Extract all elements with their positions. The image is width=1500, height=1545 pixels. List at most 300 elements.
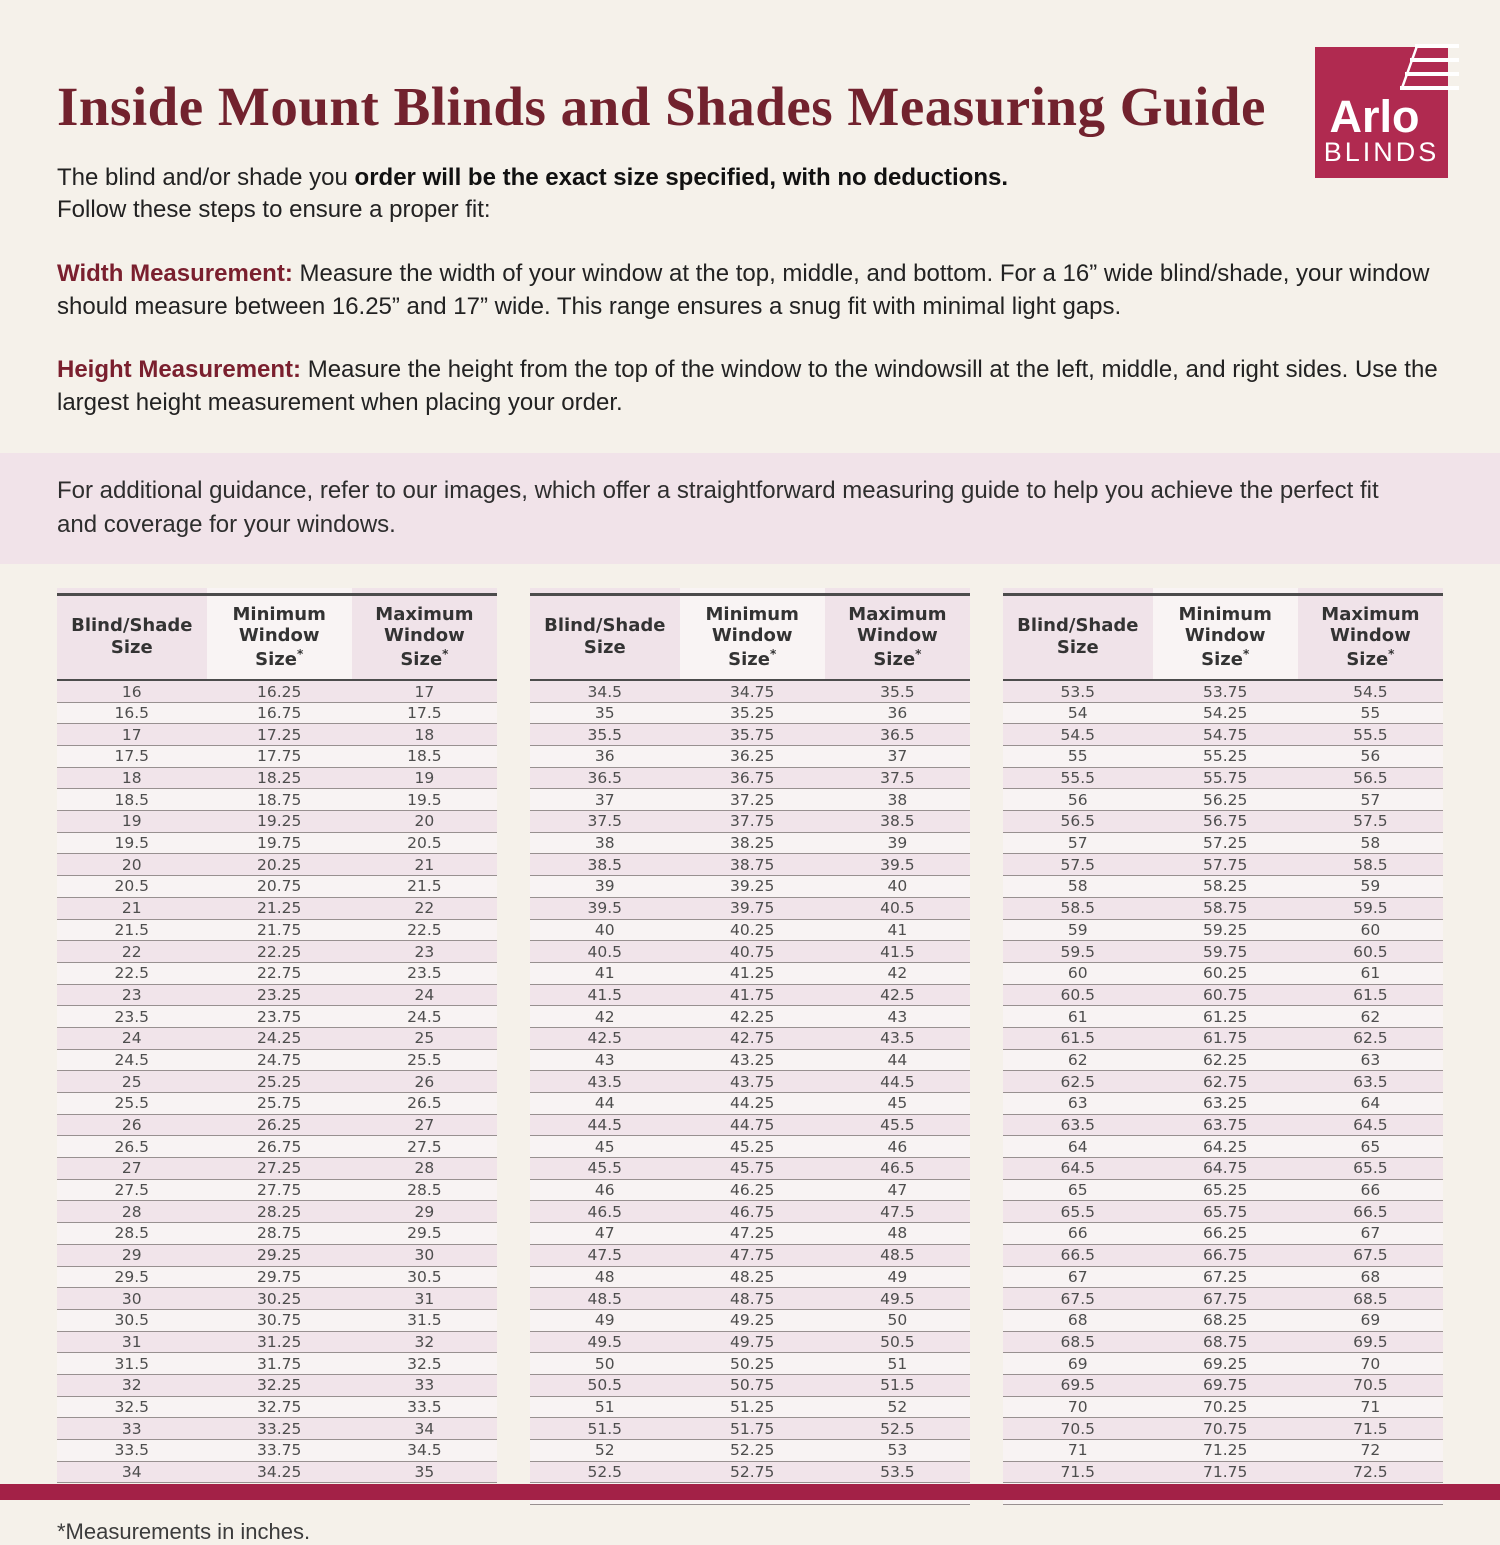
size-cell: 23.5 <box>352 962 497 984</box>
size-cell: 70.5 <box>1298 1374 1443 1396</box>
table-row <box>530 1049 970 1071</box>
size-cell: 60.25 <box>1153 962 1298 984</box>
size-cell: 26.75 <box>207 1136 352 1158</box>
size-cell: 55.25 <box>1153 746 1298 768</box>
size-cell: 59.25 <box>1153 919 1298 941</box>
size-cell: 51 <box>530 1396 680 1418</box>
size-cell: 41.5 <box>825 941 970 963</box>
size-cell: 53.75 <box>1153 680 1298 702</box>
size-table-3 <box>1003 588 1443 1505</box>
size-cell: 64.75 <box>1153 1158 1298 1180</box>
size-cell: 33.25 <box>207 1418 352 1440</box>
size-cell: 34 <box>352 1418 497 1440</box>
size-cell: 63.75 <box>1153 1114 1298 1136</box>
page-title: Inside Mount Blinds and Shades Measuring Guide <box>57 76 1266 137</box>
table-row <box>57 724 497 746</box>
size-cell: 57.75 <box>1153 854 1298 876</box>
size-cell: 40.5 <box>530 941 680 963</box>
size-cell: 37.25 <box>680 789 825 811</box>
size-cell: 35.5 <box>530 724 680 746</box>
size-cell: 20.5 <box>352 832 497 854</box>
table-row <box>530 702 970 724</box>
size-cell: 33.75 <box>207 1440 352 1462</box>
column-header-line: Window <box>1184 625 1266 647</box>
column-header-line: Size* <box>873 646 922 670</box>
size-cell: 64 <box>1298 1093 1443 1115</box>
size-cell: 27 <box>57 1158 207 1180</box>
size-cell: 27 <box>352 1114 497 1136</box>
table-row <box>57 1440 497 1462</box>
size-cell: 16 <box>57 680 207 702</box>
table-row <box>530 941 970 963</box>
size-cell: 44.25 <box>680 1093 825 1115</box>
size-cell: 31.25 <box>207 1331 352 1353</box>
size-cell: 63.5 <box>1003 1114 1153 1136</box>
size-cell: 52.5 <box>530 1461 680 1483</box>
size-cell: 57 <box>1298 789 1443 811</box>
column-header-line: Minimum <box>705 603 799 625</box>
size-cell: 55.5 <box>1298 724 1443 746</box>
size-cell: 66.5 <box>1298 1201 1443 1223</box>
size-cell: 59.5 <box>1298 897 1443 919</box>
size-cell: 21.75 <box>207 919 352 941</box>
size-cell: 41.25 <box>680 962 825 984</box>
size-cell: 41.5 <box>530 984 680 1006</box>
size-cell: 31 <box>352 1288 497 1310</box>
size-cell: 46.75 <box>680 1201 825 1223</box>
size-cell: 58.5 <box>1298 854 1443 876</box>
size-cell: 33 <box>57 1418 207 1440</box>
size-cell: 61.25 <box>1153 1006 1298 1028</box>
size-cell: 35.25 <box>680 702 825 724</box>
size-cell: 60 <box>1298 919 1443 941</box>
column-header-line: Window <box>1330 625 1411 647</box>
size-cell: 51.75 <box>680 1418 825 1440</box>
size-cell: 62 <box>1298 1006 1443 1028</box>
table-row <box>57 941 497 963</box>
size-cell: 58 <box>1003 876 1153 898</box>
size-cell: 54.5 <box>1298 680 1443 702</box>
size-cell: 55 <box>1003 746 1153 768</box>
table-row <box>57 702 497 724</box>
size-cell: 37.75 <box>680 811 825 833</box>
column-header-line: Size* <box>728 646 777 670</box>
size-cell: 30.25 <box>207 1288 352 1310</box>
size-cell: 52 <box>530 1440 680 1462</box>
column-header <box>530 594 680 680</box>
table-row <box>57 1309 497 1331</box>
column-header-line: Maximum <box>1321 603 1420 625</box>
size-cell: 37 <box>825 746 970 768</box>
size-cell: 40 <box>530 919 680 941</box>
size-cell: 68.5 <box>1003 1331 1153 1353</box>
table-row <box>1003 1309 1443 1331</box>
size-cell: 30.5 <box>57 1309 207 1331</box>
size-cell: 65.75 <box>1153 1201 1298 1223</box>
table-row <box>1003 1396 1443 1418</box>
size-cell: 28 <box>57 1201 207 1223</box>
size-cell: 25.5 <box>57 1093 207 1115</box>
table-row <box>57 1418 497 1440</box>
size-cell: 68.75 <box>1153 1331 1298 1353</box>
size-cell: 56.25 <box>1153 789 1298 811</box>
size-cell: 43.5 <box>530 1071 680 1093</box>
size-cell: 43.5 <box>825 1027 970 1049</box>
size-cell: 41.75 <box>680 984 825 1006</box>
table-row <box>1003 1288 1443 1310</box>
size-cell: 34.25 <box>207 1461 352 1483</box>
size-cell: 27.75 <box>207 1179 352 1201</box>
size-cell: 29 <box>57 1244 207 1266</box>
table-row <box>530 1136 970 1158</box>
size-cell: 63.25 <box>1153 1093 1298 1115</box>
table-row <box>57 746 497 768</box>
column-header-line: Maximum <box>375 603 474 625</box>
size-cell: 57.25 <box>1153 832 1298 854</box>
column-header <box>1153 594 1298 680</box>
size-cell: 45 <box>825 1093 970 1115</box>
size-cell: 61.5 <box>1298 984 1443 1006</box>
size-cell: 69 <box>1298 1309 1443 1331</box>
table-row <box>57 1093 497 1115</box>
size-cell: 19.25 <box>207 811 352 833</box>
size-cell: 42 <box>825 962 970 984</box>
size-cell: 65.5 <box>1003 1201 1153 1223</box>
size-cell: 19.5 <box>352 789 497 811</box>
size-cell: 58.75 <box>1153 897 1298 919</box>
size-cell: 48 <box>825 1223 970 1245</box>
size-cell: 27.25 <box>207 1158 352 1180</box>
size-cell: 42.5 <box>530 1027 680 1049</box>
size-cell: 68 <box>1298 1266 1443 1288</box>
table-row <box>530 1331 970 1353</box>
table-row <box>1003 1353 1443 1375</box>
size-cell: 36 <box>530 746 680 768</box>
size-cell: 50 <box>825 1309 970 1331</box>
table-row <box>1003 789 1443 811</box>
column-header <box>825 594 970 680</box>
size-cell: 45.25 <box>680 1136 825 1158</box>
table-row <box>530 854 970 876</box>
size-cell: 47.5 <box>825 1201 970 1223</box>
size-cell: 17 <box>57 724 207 746</box>
size-cell: 40 <box>825 876 970 898</box>
intro-line2: Follow these steps to ensure a proper fit: <box>57 196 491 224</box>
size-table-1 <box>57 588 497 1483</box>
table-row <box>1003 876 1443 898</box>
table-row <box>530 962 970 984</box>
size-cell: 50.25 <box>680 1353 825 1375</box>
size-cell: 45.5 <box>530 1158 680 1180</box>
size-cell: 30 <box>57 1288 207 1310</box>
size-cell: 65.5 <box>1298 1158 1443 1180</box>
size-cell: 17 <box>352 680 497 702</box>
column-header-line: Minimum <box>232 603 326 625</box>
size-cell: 39.75 <box>680 897 825 919</box>
size-cell: 52.75 <box>680 1461 825 1483</box>
table-row <box>1003 1049 1443 1071</box>
column-header <box>680 594 825 680</box>
size-cell: 36.25 <box>680 746 825 768</box>
table-row <box>530 1006 970 1028</box>
size-cell: 71.5 <box>1298 1418 1443 1440</box>
size-cell: 19 <box>352 767 497 789</box>
size-cell: 45.75 <box>680 1158 825 1180</box>
table-row <box>57 1114 497 1136</box>
size-cell: 50.5 <box>530 1374 680 1396</box>
size-cell: 16.75 <box>207 702 352 724</box>
size-cell: 28.25 <box>207 1201 352 1223</box>
size-cell: 23.75 <box>207 1006 352 1028</box>
size-cell: 64 <box>1003 1136 1153 1158</box>
table-row <box>530 1440 970 1462</box>
table-row <box>57 811 497 833</box>
table-row <box>530 724 970 746</box>
size-cell: 39.5 <box>825 854 970 876</box>
size-cell: 24 <box>352 984 497 1006</box>
table-row <box>1003 941 1443 963</box>
size-cell: 34.75 <box>680 680 825 702</box>
height-measurement-paragraph <box>57 353 1443 419</box>
size-cell: 64.5 <box>1003 1158 1153 1180</box>
table-row <box>530 1027 970 1049</box>
size-cell: 68.5 <box>1298 1288 1443 1310</box>
size-cell: 53.5 <box>1003 680 1153 702</box>
size-cell: 66 <box>1298 1179 1443 1201</box>
size-cell: 31 <box>57 1331 207 1353</box>
size-cell: 37.5 <box>530 811 680 833</box>
size-cell: 34 <box>57 1461 207 1483</box>
table-row <box>530 1244 970 1266</box>
table-row <box>1003 811 1443 833</box>
table-row <box>1003 680 1443 702</box>
size-cell: 33 <box>352 1374 497 1396</box>
size-cell: 69.5 <box>1298 1331 1443 1353</box>
size-cell: 31.5 <box>352 1309 497 1331</box>
size-cell: 23 <box>57 984 207 1006</box>
column-header-line: Size* <box>1201 646 1250 670</box>
size-cell: 71.75 <box>1153 1461 1298 1483</box>
size-cell: 72 <box>1298 1440 1443 1462</box>
size-cell: 61 <box>1298 962 1443 984</box>
table-row <box>57 1244 497 1266</box>
size-cell: 70.75 <box>1153 1418 1298 1440</box>
table-row <box>57 1331 497 1353</box>
size-cell: 71 <box>1003 1440 1153 1462</box>
intro-text: The blind and/or shade you <box>57 163 355 191</box>
header-row <box>530 594 970 680</box>
size-cell: 34.5 <box>530 680 680 702</box>
size-cell: 20.5 <box>57 876 207 898</box>
table-row <box>57 1071 497 1093</box>
size-cell: 54.5 <box>1003 724 1153 746</box>
size-cell: 26.5 <box>57 1136 207 1158</box>
size-cell: 36.5 <box>825 724 970 746</box>
intro-paragraph <box>57 162 1443 227</box>
column-header <box>207 594 352 680</box>
size-cell: 52.25 <box>680 1440 825 1462</box>
size-cell: 42.25 <box>680 1006 825 1028</box>
table-row <box>57 1049 497 1071</box>
table-row <box>1003 1158 1443 1180</box>
size-cell: 21 <box>57 897 207 919</box>
column-header-line: Blind/Shade <box>71 615 193 637</box>
size-cell: 60 <box>1003 962 1153 984</box>
size-cell: 39 <box>530 876 680 898</box>
size-cell: 68 <box>1003 1309 1153 1331</box>
table-row <box>1003 854 1443 876</box>
size-cell: 72.5 <box>1298 1461 1443 1483</box>
size-cell: 33.5 <box>57 1440 207 1462</box>
size-cell: 18.5 <box>57 789 207 811</box>
size-cell: 28.5 <box>57 1223 207 1245</box>
footnote-asterisk: * <box>1388 646 1395 661</box>
table-row <box>57 1006 497 1028</box>
column-header-line: Size* <box>400 646 449 670</box>
size-cell: 44 <box>825 1049 970 1071</box>
table-row <box>57 680 497 702</box>
size-cell: 59 <box>1298 876 1443 898</box>
size-cell: 66 <box>1003 1223 1153 1245</box>
size-cell: 61.5 <box>1003 1027 1153 1049</box>
table-row <box>530 1223 970 1245</box>
table-row <box>530 767 970 789</box>
size-cell: 60.75 <box>1153 984 1298 1006</box>
table-row <box>57 1353 497 1375</box>
size-cell: 48.5 <box>825 1244 970 1266</box>
size-cell: 52.5 <box>825 1418 970 1440</box>
size-cell: 51.5 <box>530 1418 680 1440</box>
size-cell: 39 <box>825 832 970 854</box>
column-header-line: Size <box>1056 637 1099 659</box>
table-row <box>530 1461 970 1483</box>
size-cell: 57.5 <box>1003 854 1153 876</box>
size-cell: 46 <box>825 1136 970 1158</box>
table-row <box>530 746 970 768</box>
size-cell: 70.5 <box>1003 1418 1153 1440</box>
size-cell: 49.25 <box>680 1309 825 1331</box>
size-cell: 22.75 <box>207 962 352 984</box>
size-cell: 69.5 <box>1003 1374 1153 1396</box>
size-cell: 30.5 <box>352 1266 497 1288</box>
table-row <box>530 897 970 919</box>
table-row <box>57 1158 497 1180</box>
column-header <box>352 594 497 680</box>
size-cell: 33.5 <box>352 1396 497 1418</box>
width-measurement-text: Measure the width of your window at the top, middle, and bottom. For a 16” wide blind/shade, your window should measure between 16.25” and 17” wide. This range ensures a snug fit with minimal light gaps. <box>57 259 1430 320</box>
size-cell: 44.5 <box>825 1071 970 1093</box>
table-row <box>1003 1093 1443 1115</box>
size-cell: 47 <box>825 1179 970 1201</box>
table-row <box>57 1461 497 1483</box>
size-cell: 70 <box>1298 1353 1443 1375</box>
size-cell: 18.25 <box>207 767 352 789</box>
size-cell: 55.75 <box>1153 767 1298 789</box>
size-cell: 59.5 <box>1003 941 1153 963</box>
size-cell: 48.25 <box>680 1266 825 1288</box>
table-row <box>57 1396 497 1418</box>
size-cell: 54.75 <box>1153 724 1298 746</box>
table-row <box>530 1374 970 1396</box>
table-row <box>530 1093 970 1115</box>
size-cell: 32 <box>352 1331 497 1353</box>
size-cell: 39.25 <box>680 876 825 898</box>
table-row <box>1003 1374 1443 1396</box>
logo-subtitle: BLINDS <box>1323 137 1440 167</box>
size-cell: 20 <box>57 854 207 876</box>
size-cell: 18.5 <box>352 746 497 768</box>
table-row <box>1003 1136 1443 1158</box>
size-cell: 49.5 <box>530 1331 680 1353</box>
size-cell: 49.5 <box>825 1288 970 1310</box>
column-header-line: Blind/Shade <box>544 615 666 637</box>
size-cell: 18.75 <box>207 789 352 811</box>
size-cell: 63.5 <box>1298 1071 1443 1093</box>
size-cell: 47.25 <box>680 1223 825 1245</box>
size-cell: 29.5 <box>57 1266 207 1288</box>
column-header-line: Size <box>583 637 626 659</box>
table-row <box>1003 1027 1443 1049</box>
size-cell: 69 <box>1003 1353 1153 1375</box>
size-cell: 24 <box>57 1027 207 1049</box>
logo-wordmark: Arlo <box>1329 91 1420 142</box>
column-header-line: Size* <box>1346 646 1395 670</box>
footnote-asterisk: * <box>296 646 304 661</box>
size-cell: 69.25 <box>1153 1353 1298 1375</box>
size-cell: 69.75 <box>1153 1374 1298 1396</box>
size-cell: 24.5 <box>57 1049 207 1071</box>
size-cell: 41 <box>530 962 680 984</box>
size-cell: 47.75 <box>680 1244 825 1266</box>
size-cell: 29 <box>352 1201 497 1223</box>
size-cell: 67 <box>1298 1223 1443 1245</box>
column-header-line: Window <box>857 625 938 647</box>
size-cell: 48.75 <box>680 1288 825 1310</box>
size-cell: 38 <box>530 832 680 854</box>
size-cell: 36.5 <box>530 767 680 789</box>
table-row <box>1003 1223 1443 1245</box>
size-cell: 19.75 <box>207 832 352 854</box>
bottom-accent-bar <box>0 1484 1500 1500</box>
size-cell: 58.5 <box>1003 897 1153 919</box>
table-row <box>530 1071 970 1093</box>
size-cell: 51.5 <box>825 1374 970 1396</box>
size-cell: 62.25 <box>1153 1049 1298 1071</box>
size-cell: 66.5 <box>1003 1244 1153 1266</box>
size-cell: 55.5 <box>1003 767 1153 789</box>
size-cell: 27.5 <box>57 1179 207 1201</box>
table-row <box>530 1418 970 1440</box>
size-cell: 17.5 <box>57 746 207 768</box>
size-cell: 40.5 <box>825 897 970 919</box>
table-row <box>57 1201 497 1223</box>
size-cell: 25.25 <box>207 1071 352 1093</box>
table-row <box>530 1396 970 1418</box>
size-cell: 18 <box>352 724 497 746</box>
table-row <box>530 1353 970 1375</box>
size-cell: 71.25 <box>1153 1440 1298 1462</box>
size-cell: 20.25 <box>207 854 352 876</box>
size-cell: 59.75 <box>1153 941 1298 963</box>
footnote-asterisk: * <box>442 646 449 661</box>
size-cell: 26.25 <box>207 1114 352 1136</box>
intro-bold-text: order will be the exact size specified, with no deductions. <box>354 163 1009 191</box>
size-cell: 24.5 <box>352 1006 497 1028</box>
table-row <box>1003 1179 1443 1201</box>
table-row <box>57 767 497 789</box>
table-row <box>1003 702 1443 724</box>
table-row <box>57 897 497 919</box>
